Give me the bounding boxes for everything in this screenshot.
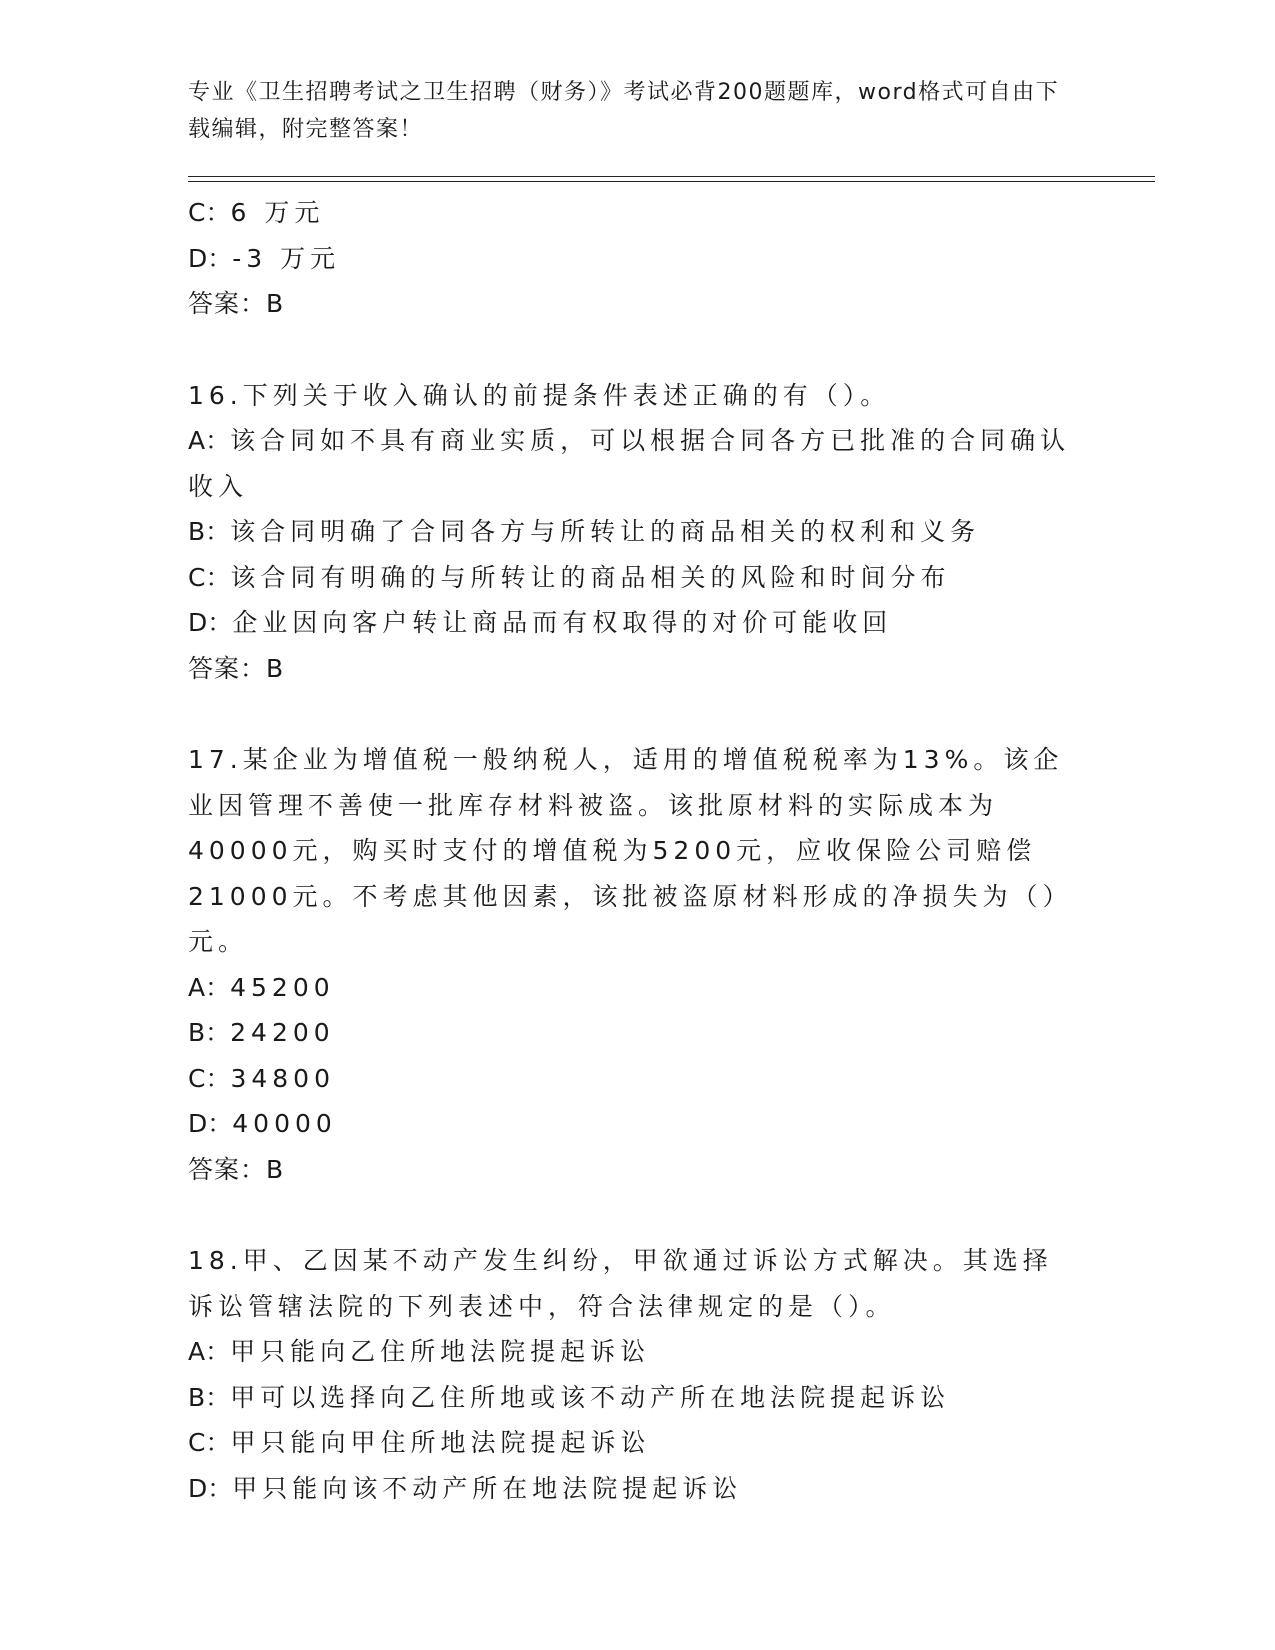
- option-b: [188, 1375, 1078, 1421]
- option-text: 甲只能向甲住所地法院提起诉讼: [230, 1428, 651, 1457]
- option-label: D：: [188, 1109, 233, 1138]
- option-label: C：: [188, 1063, 231, 1093]
- option-a: [188, 1329, 1078, 1375]
- option-c: [188, 190, 1078, 236]
- option-text: 34800: [230, 1063, 335, 1093]
- header-divider-top: [188, 176, 1155, 177]
- header-divider-bottom: [188, 181, 1155, 182]
- option-text: 该合同如不具有商业实质，可以根据合同各方已批准的合同确认收入: [188, 426, 1071, 501]
- option-label: B：: [188, 1018, 231, 1047]
- option-text: 45200: [230, 972, 335, 1002]
- document-header: [188, 74, 1068, 148]
- option-c: [188, 1056, 1078, 1102]
- answer-line: 答案：B: [188, 1154, 285, 1184]
- option-d: [188, 236, 1078, 282]
- option-label: B：: [188, 1382, 231, 1412]
- option-label: D：: [188, 608, 233, 637]
- option-b: [188, 1010, 1078, 1056]
- question-15-tail: [188, 190, 1078, 327]
- question-stem: 18.甲、乙因某不动产发生纠纷，甲欲通过诉讼方式解决。其选择诉讼管辖法院的下列表述中，符合法律规定的是（）。: [188, 1246, 1053, 1321]
- option-label: A：: [188, 972, 231, 1002]
- question-18: [188, 1238, 1078, 1511]
- option-label: D：: [188, 243, 233, 273]
- option-text: 企业因向客户转让商品而有权取得的对价可能收回: [232, 608, 893, 637]
- option-label: C：: [188, 198, 231, 227]
- option-text: 6 万元: [230, 198, 325, 227]
- document-body: [188, 190, 1078, 1511]
- option-label: B：: [188, 517, 231, 546]
- option-text: 甲只能向乙住所地法院提起诉讼: [230, 1337, 651, 1366]
- option-label: C：: [188, 1428, 231, 1457]
- option-label: C：: [188, 562, 231, 592]
- option-c: [188, 555, 1078, 601]
- option-a: [188, 965, 1078, 1011]
- option-text: -3 万元: [232, 243, 341, 273]
- option-label: A：: [188, 1337, 231, 1366]
- option-text: 甲可以选择向乙住所地或该不动产所在地法院提起诉讼: [230, 1382, 951, 1412]
- option-b: [188, 509, 1078, 555]
- option-text: 甲只能向该不动产所在地法院提起诉讼: [232, 1473, 743, 1503]
- question-16: [188, 373, 1078, 692]
- option-label: A：: [188, 426, 231, 455]
- answer-line: 答案：B: [188, 653, 285, 683]
- question-17: [188, 737, 1078, 1192]
- option-text: 40000: [232, 1109, 337, 1138]
- option-text: 24200: [230, 1018, 335, 1047]
- option-text: 该合同明确了合同各方与所转让的商品相关的权利和义务: [230, 517, 981, 546]
- option-c: [188, 1420, 1078, 1466]
- option-label: D：: [188, 1473, 233, 1503]
- option-d: [188, 600, 1078, 646]
- question-stem: 16.下列关于收入确认的前提条件表述正确的有（）。: [188, 380, 891, 410]
- option-a: [188, 418, 1078, 509]
- header-title: 专业《卫生招聘考试之卫生招聘（财务）》考试必背200题题库，word格式可自由下载编辑，附完整答案！: [188, 80, 1060, 142]
- question-stem: 17.某企业为增值税一般纳税人，适用的增值税税率为13%。该企业因管理不善使一批库存材料被盗。该批原材料的实际成本为40000元，购买时支付的增值税为5200元，应收保险公司赔偿21000元。不考虑其他因素，该批被盗原材料形成的净损失为（）元。: [188, 745, 1073, 956]
- option-text: 该合同有明确的与所转让的商品相关的风险和时间分布: [230, 562, 951, 592]
- answer-line: 答案：B: [188, 289, 285, 318]
- option-d: [188, 1101, 1078, 1147]
- option-d: [188, 1466, 1078, 1512]
